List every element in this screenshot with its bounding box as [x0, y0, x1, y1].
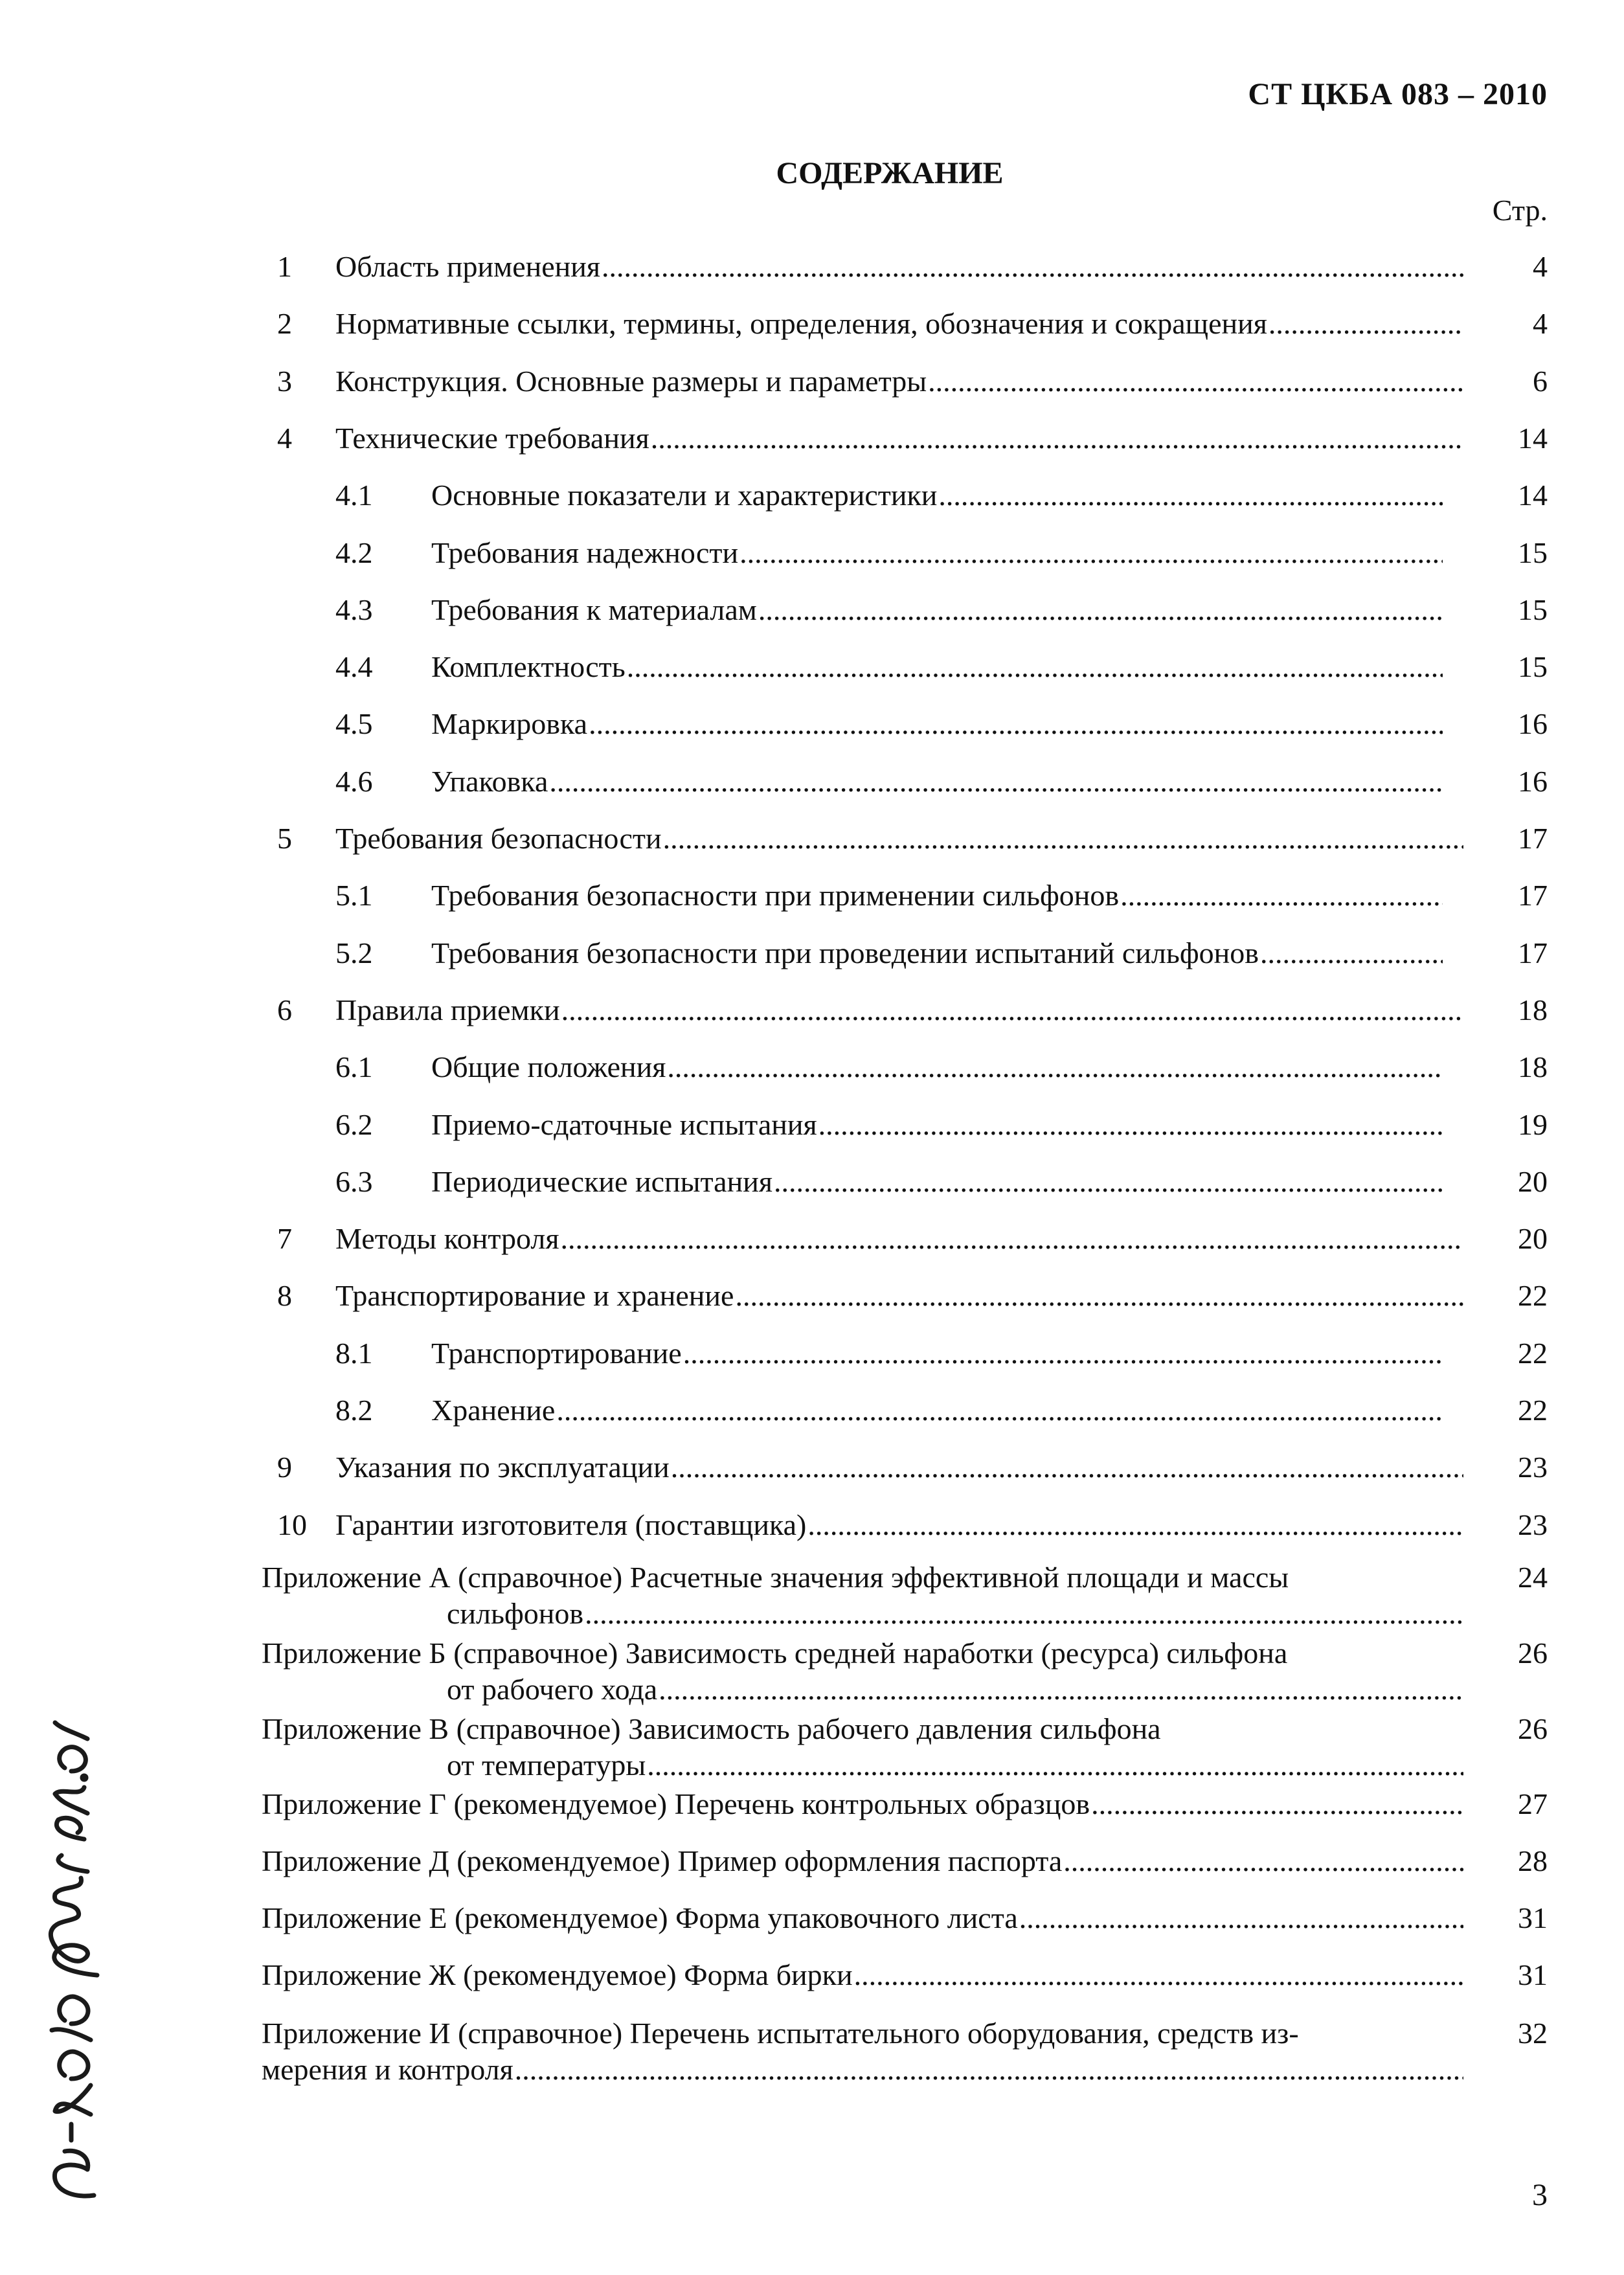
dot-leader [1019, 1900, 1463, 1936]
appendix-page: 31 [1518, 1958, 1548, 1991]
toc-row-page: 15 [1518, 593, 1548, 626]
appendix-title-line2: мерения и контроля [262, 2053, 513, 2086]
toc-row-number: 4.2 [335, 536, 373, 569]
dot-leader [667, 1050, 1443, 1084]
toc-row-number: 5 [277, 822, 292, 855]
appendix-page: 24 [1518, 1561, 1548, 1594]
appendix-title: Приложение Ж (рекомендуемое) Форма бирки [262, 1958, 853, 1991]
dot-leader [1269, 307, 1463, 341]
toc-row-number: 7 [277, 1222, 292, 1256]
toc-row [0, 422, 1624, 473]
toc-row [0, 1108, 1624, 1160]
toc-row [0, 1508, 1624, 1560]
dot-leader [1120, 879, 1443, 912]
toc-row-entry [431, 1108, 1443, 1142]
dot-leader [735, 1279, 1463, 1313]
toc-row-entry [431, 936, 1443, 970]
toc-row-page: 15 [1518, 536, 1548, 569]
appendix-title-line2: от рабочего хода [447, 1673, 658, 1706]
toc-row-title: Методы контроля [335, 1222, 559, 1256]
appendix-row [0, 1843, 1624, 1888]
dot-leader [1260, 936, 1443, 970]
toc-row-page: 20 [1518, 1222, 1548, 1256]
dot-leader [651, 422, 1463, 455]
toc-row-title: Конструкция. Основные размеры и параметры [335, 364, 927, 398]
dot-leader [807, 1508, 1463, 1542]
dot-leader [647, 1747, 1463, 1783]
toc-row-number: 1 [277, 250, 292, 283]
appendix-title-continuation [447, 1747, 1463, 1783]
dot-leader [549, 765, 1443, 798]
toc-row-number: 5.2 [335, 936, 373, 969]
appendix-entry [262, 1900, 1463, 1936]
toc-row-entry [431, 593, 1443, 627]
dot-leader [854, 1957, 1463, 1993]
toc-row-page: 18 [1518, 1050, 1548, 1084]
toc-row-title: Указания по эксплуатации [335, 1451, 670, 1484]
toc-row-entry [431, 650, 1443, 684]
appendix-entry [262, 1786, 1463, 1822]
toc-title: СОДЕРЖАНИЕ [776, 156, 1004, 190]
appendix-page: 28 [1518, 1844, 1548, 1877]
toc-row-title: Транспортирование и хранение [335, 1279, 734, 1313]
toc-row [0, 1165, 1624, 1217]
toc-row-page: 17 [1518, 879, 1548, 912]
appendix-title: Приложение А (справочное) Расчетные значения эффективной площади и массы [262, 1561, 1289, 1594]
toc-row-title: Технические требования [335, 421, 649, 455]
toc-row-entry [431, 707, 1443, 741]
appendix-title-continuation [447, 1596, 1463, 1632]
toc-row-entry [431, 1165, 1443, 1199]
toc-row [0, 1451, 1624, 1502]
appendix-row [0, 1957, 1624, 2002]
page-column-label: Стр. [1492, 194, 1548, 227]
toc-row-number: 6.3 [335, 1164, 373, 1198]
toc-row-entry [431, 479, 1443, 512]
toc-row-page: 23 [1518, 1508, 1548, 1541]
toc-row-page: 17 [1518, 822, 1548, 855]
dot-leader [758, 593, 1443, 627]
toc-row-page: 22 [1518, 1394, 1548, 1427]
toc-row-entry [335, 822, 1463, 855]
toc-row-title: Хранение [431, 1394, 556, 1427]
appendix-page: 26 [1518, 1636, 1548, 1669]
dot-leader [659, 1671, 1463, 1708]
dot-leader [663, 822, 1463, 855]
toc-row-page: 14 [1518, 421, 1548, 455]
toc-row-page: 22 [1518, 1279, 1548, 1313]
toc-row-entry [335, 422, 1463, 455]
appendix-page: 27 [1518, 1787, 1548, 1820]
toc-row-title: Транспортирование [431, 1336, 682, 1370]
toc-row-title: Гарантии изготовителя (поставщика) [335, 1508, 807, 1541]
toc-row-entry [431, 536, 1443, 570]
toc-row-entry [335, 1222, 1463, 1256]
toc-row-title: Требования безопасности при проведении испытаний сильфонов [431, 936, 1259, 969]
handwritten-signature [26, 1716, 117, 2208]
toc-row [0, 765, 1624, 817]
toc-row [0, 650, 1624, 702]
toc-row-number: 10 [277, 1508, 307, 1541]
appendix-row [0, 1559, 1624, 1637]
dot-leader [1091, 1786, 1463, 1822]
toc-row-page: 15 [1518, 650, 1548, 684]
toc-row-title: Основные показатели и характеристики [431, 479, 938, 512]
toc-row-page: 4 [1533, 307, 1548, 341]
toc-row-entry [431, 1050, 1443, 1084]
toc-row-entry [335, 1279, 1463, 1313]
toc-row [0, 822, 1624, 874]
dot-leader [515, 2052, 1463, 2088]
appendix-title-continuation [262, 2052, 1463, 2088]
toc-row-title: Периодические испытания [431, 1164, 773, 1198]
toc-row-title: Упаковка [431, 764, 548, 798]
toc-row-entry [335, 250, 1463, 284]
toc-row-number: 3 [277, 364, 292, 398]
toc-row-title: Комплектность [431, 650, 626, 684]
toc-row-number: 8 [277, 1279, 292, 1313]
toc-row-entry [335, 307, 1463, 341]
toc-row-number: 6.1 [335, 1050, 373, 1084]
toc-row [0, 536, 1624, 588]
toc-row-entry [335, 365, 1463, 398]
appendix-row [0, 1711, 1624, 1789]
toc-row [0, 879, 1624, 931]
dot-leader [671, 1451, 1463, 1484]
dot-leader [774, 1165, 1443, 1199]
toc-row [0, 936, 1624, 988]
toc-row-entry [335, 1451, 1463, 1484]
dot-leader [627, 650, 1443, 684]
toc-row-title: Требования безопасности при применении сильфонов [431, 879, 1120, 912]
appendix-page: 31 [1518, 1901, 1548, 1934]
toc-row-page: 17 [1518, 936, 1548, 969]
toc-row [0, 1222, 1624, 1274]
toc-row [0, 1050, 1624, 1102]
appendix-title: Приложение Д (рекомендуемое) Пример оформления паспорта [262, 1844, 1063, 1877]
toc-row-title: Маркировка [431, 707, 588, 741]
appendix-row [0, 2015, 1624, 2093]
document-code: СТ ЦКБА 083 – 2010 [1248, 77, 1548, 111]
appendix-title-line2: сильфонов [447, 1597, 584, 1630]
dot-leader [1063, 1843, 1463, 1879]
appendix-title-line2: от температуры [447, 1749, 646, 1782]
toc-row-entry [431, 1337, 1443, 1370]
toc-row [0, 1394, 1624, 1445]
toc-row-entry [431, 879, 1443, 912]
toc-row-entry [431, 765, 1443, 798]
appendix-row [0, 1900, 1624, 1945]
toc-row-title: Требования безопасности [335, 822, 662, 855]
dot-leader [589, 707, 1443, 741]
appendix-row [0, 1786, 1624, 1831]
toc-row [0, 1337, 1624, 1388]
dot-leader [561, 993, 1463, 1027]
toc-row [0, 707, 1624, 759]
toc-row-page: 14 [1518, 479, 1548, 512]
toc-row-number: 9 [277, 1451, 292, 1484]
toc-row-page: 23 [1518, 1451, 1548, 1484]
toc-row-page: 18 [1518, 993, 1548, 1026]
appendix-page: 26 [1518, 1712, 1548, 1745]
toc-row [0, 307, 1624, 359]
toc-row-number: 4.4 [335, 650, 373, 684]
toc-row [0, 1279, 1624, 1331]
dot-leader [602, 250, 1463, 284]
dot-leader [818, 1108, 1443, 1142]
toc-row-number: 4.1 [335, 479, 373, 512]
toc-row-entry [335, 1508, 1463, 1542]
dot-leader [928, 365, 1463, 398]
toc-row-title: Требования надежности [431, 536, 739, 569]
toc-row-number: 5.1 [335, 879, 373, 912]
appendix-entry [262, 1843, 1463, 1879]
dot-leader [561, 1222, 1464, 1256]
dot-leader [683, 1337, 1443, 1370]
appendix-title: Приложение Е (рекомендуемое) Форма упаковочного листа [262, 1901, 1018, 1934]
toc-row-number: 4.3 [335, 593, 373, 626]
appendix-title-continuation [447, 1671, 1463, 1708]
toc-row-title: Общие положения [431, 1050, 666, 1084]
toc-row [0, 993, 1624, 1045]
appendix-entry [262, 1957, 1463, 1993]
dot-leader [585, 1596, 1463, 1632]
toc-row [0, 365, 1624, 416]
toc-row-title: Правила приемки [335, 993, 560, 1026]
appendix-title: Приложение Г (рекомендуемое) Перечень контрольных образцов [262, 1787, 1090, 1820]
toc-row-entry [335, 993, 1463, 1027]
toc-row-number: 2 [277, 307, 292, 341]
toc-row-number: 4.6 [335, 764, 373, 798]
toc-row-page: 16 [1518, 764, 1548, 798]
toc-row-page: 19 [1518, 1107, 1548, 1141]
appendix-row [0, 1635, 1624, 1713]
toc-row-title: Требования к материалам [431, 593, 757, 626]
toc-row-number: 4 [277, 421, 292, 455]
appendix-title: Приложение В (справочное) Зависимость рабочего давления сильфона [262, 1712, 1161, 1745]
appendix-title: Приложение Б (справочное) Зависимость средней наработки (ресурса) сильфона [262, 1636, 1288, 1669]
dot-leader [938, 479, 1443, 512]
toc-row-number: 6 [277, 993, 292, 1026]
toc-row-entry [431, 1394, 1443, 1427]
toc-row-page: 20 [1518, 1164, 1548, 1198]
toc-row-number: 8.2 [335, 1394, 373, 1427]
toc-row-title: Нормативные ссылки, термины, определения, обозначения и сокращения [335, 307, 1267, 341]
page-number: 3 [1532, 2178, 1548, 2212]
toc-row-title: Область применения [335, 250, 601, 283]
toc-row-number: 4.5 [335, 707, 373, 741]
toc-row [0, 250, 1624, 302]
dot-leader [739, 536, 1443, 570]
toc-row-title: Приемо-сдаточные испытания [431, 1107, 817, 1141]
toc-row-page: 16 [1518, 707, 1548, 741]
toc-row-number: 8.1 [335, 1336, 373, 1370]
appendix-page: 32 [1518, 2017, 1548, 2050]
toc-row [0, 593, 1624, 645]
toc-row-page: 4 [1533, 250, 1548, 283]
toc-row-page: 22 [1518, 1336, 1548, 1370]
toc-row-number: 6.2 [335, 1107, 373, 1141]
toc-row [0, 479, 1624, 530]
dot-leader [556, 1394, 1443, 1427]
toc-row-page: 6 [1533, 364, 1548, 398]
appendix-title: Приложение И (справочное) Перечень испытательного оборудования, средств из- [262, 2017, 1299, 2050]
